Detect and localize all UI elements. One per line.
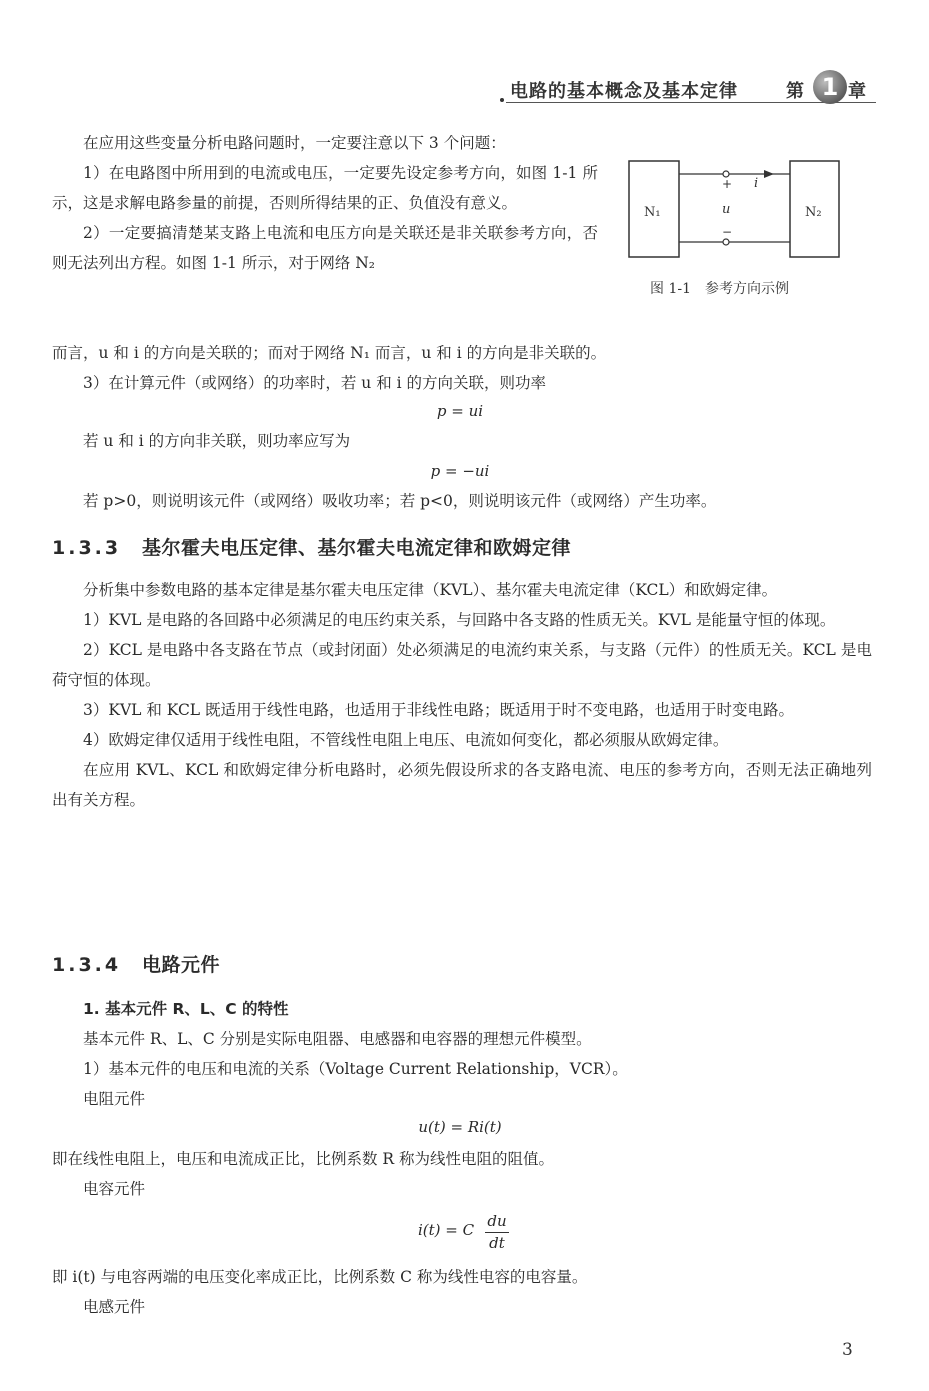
formula-capacitor-numerator: du <box>487 1212 507 1230</box>
resistor-explanation <box>52 1144 872 1204</box>
paragraph: 4）欧姆定律仅适用于线性电阻，不管线性电阻上电压、电流如何变化，都必须服从欧姆定律。 <box>83 731 729 749</box>
chapter-number-badge: 1 <box>813 70 847 104</box>
figure-reference-direction <box>628 158 840 262</box>
paragraph: 在应用这些变量分析电路问题时，一定要注意以下 3 个问题： <box>83 134 506 152</box>
capacitor-label: 电容元件 <box>83 1180 146 1198</box>
running-header <box>480 74 876 108</box>
intro-continuation <box>52 338 872 398</box>
figure-caption: 图 1-1 参考方向示例 <box>650 281 789 297</box>
paragraph: 1）KVL 是电路的各回路中必须满足的电压约束关系，与回路中各支路的性质无关。KVL 是能量守恒的体现。 <box>83 611 836 629</box>
formula-capacitor-lhs: i(t) = C <box>418 1221 475 1239</box>
circuit-diagram <box>628 158 840 262</box>
bottom-terminal <box>723 239 729 245</box>
paragraph: 3）KVL 和 KCL 既适用于线性电路，也适用于非线性电路；既适用于时不变电路，也适用于时变电路。 <box>83 701 795 719</box>
fraction-bar <box>485 1232 509 1233</box>
inductor-label: 电感元件 <box>83 1298 146 1316</box>
paragraph: 基本元件 R、L、C 分别是实际电阻器、电感器和电容器的理想元件模型。 <box>83 1030 592 1048</box>
paragraph: 1）基本元件的电压和电流的关系（Voltage Current Relationship，VCR）。 <box>83 1060 628 1078</box>
current-label: i <box>754 176 759 191</box>
intro-nonassoc <box>52 426 872 456</box>
paragraph: 2）KCL 是电路中各支路在节点（或封闭面）处必须满足的电流约束关系，与支路（元件）的性质无关。KCL 是电荷守恒的体现。 <box>52 641 872 689</box>
paragraph: 即 i(t) 与电容两端的电压变化率成正比，比例系数 C 称为线性电容的电容量。 <box>52 1268 588 1286</box>
section-number: 1.3.3 <box>52 537 122 559</box>
paragraph: 而言，u 和 i 的方向是关联的；而对于网络 N₁ 而言，u 和 i 的方向是非关联的。 <box>52 344 607 362</box>
plus-sign: + <box>722 177 733 191</box>
formula-capacitor-denominator: dt <box>489 1234 505 1252</box>
formula-power-associated: p = ui <box>436 402 484 420</box>
voltage-label: u <box>722 202 731 217</box>
formula-power-nonassociated: p = −ui <box>430 462 490 480</box>
intro-sign <box>52 486 872 516</box>
capacitor-explanation <box>52 1262 872 1322</box>
resistor-label: 电阻元件 <box>83 1090 146 1108</box>
n1-label: N₁ <box>644 205 661 220</box>
paragraph: 分析集中参数电路的基本定律是基尔霍夫电压定律（KVL）、基尔霍夫电流定律（KCL）和欧姆定律。 <box>83 581 778 599</box>
section-title: 基尔霍夫电压定律、基尔霍夫电流定律和欧姆定律 <box>142 537 572 559</box>
chapter-suffix: 章 <box>848 81 866 102</box>
paragraph: 2）一定要搞清楚某支路上电流和电压方向是关联还是非关联参考方向，否则无法列出方程。如图 1-1 所示，对于网络 N₂ <box>52 224 598 272</box>
section-number: 1.3.4 <box>52 954 122 976</box>
section-title: 电路元件 <box>142 954 221 976</box>
paragraph: 在应用 KVL、KCL 和欧姆定律分析电路时，必须先假设所求的各支路电流、电压的参考方向，否则无法正确地列出有关方程。 <box>52 761 872 809</box>
section-1-3-4-body <box>52 994 872 1114</box>
n2-label: N₂ <box>805 205 822 220</box>
page-number: 3 <box>842 1340 853 1360</box>
paragraph: 若 u 和 i 的方向非关联，则功率应写为 <box>83 432 351 450</box>
intro-column <box>52 128 598 278</box>
paragraph: 即在线性电阻上，电压和电流成正比，比例系数 R 称为线性电阻的阻值。 <box>52 1150 555 1168</box>
paragraph: 3）在计算元件（或网络）的功率时，若 u 和 i 的方向关联，则功率 <box>83 374 547 392</box>
minus-sign: − <box>722 225 733 239</box>
paragraph: 若 p>0，则说明该元件（或网络）吸收功率；若 p<0，则说明该元件（或网络）产生功率。 <box>83 492 717 510</box>
section-heading-1-3-3 <box>52 533 571 560</box>
current-arrow-icon <box>764 170 774 178</box>
section-heading-1-3-4 <box>52 950 220 977</box>
formula-resistor: u(t) = Ri(t) <box>418 1118 502 1136</box>
section-1-3-3-body <box>52 575 872 815</box>
paragraph: 1）在电路图中所用到的电流或电压，一定要先设定参考方向，如图 1-1 所示，这是求解电路参量的前提，否则所得结果的正、负值没有意义。 <box>52 164 598 212</box>
header-bullet <box>500 98 504 102</box>
header-title: 电路的基本概念及基本定律 <box>510 81 738 102</box>
subheading-basic-elements: 1. 基本元件 R、L、C 的特性 <box>83 1000 289 1018</box>
chapter-prefix: 第 <box>786 81 804 102</box>
